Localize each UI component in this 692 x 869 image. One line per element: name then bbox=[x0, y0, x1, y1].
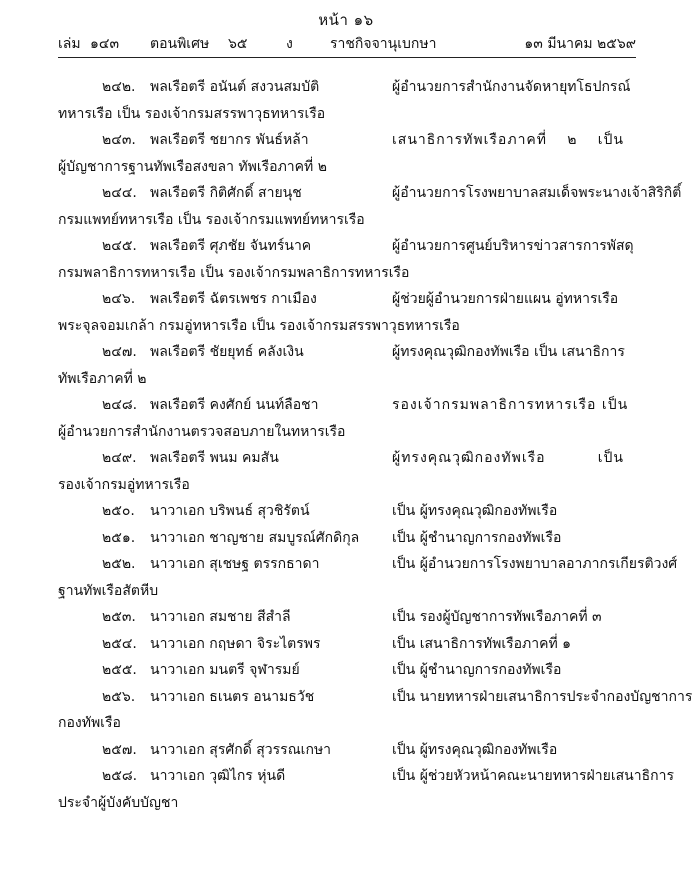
appointment-entry bbox=[0, 72, 692, 99]
officer-name: พลเรือตรี อนันต์ สงวนสมบัติ bbox=[150, 79, 320, 95]
entry-number: ๒๔๔. bbox=[102, 185, 137, 201]
appointment-entry bbox=[0, 125, 692, 152]
continuation-text: รองเจ้ากรมอู่ทหารเรือ bbox=[58, 476, 190, 493]
entry-number: ๒๕๓. bbox=[102, 609, 136, 625]
page-number: หน้า ๑๖ bbox=[318, 11, 374, 29]
position-text: รองเจ้ากรมพลาธิการทหารเรือ เป็น bbox=[392, 397, 629, 413]
entry-number: ๒๕๐. bbox=[102, 503, 135, 519]
officer-name: พลเรือตรี พนม คมสัน bbox=[150, 450, 279, 466]
appointment-entry bbox=[0, 496, 692, 523]
continuation-text: พระจุลจอมเกล้า กรมอู่ทหารเรือ เป็น รองเจ้ากรมสรรพาวุธทหารเรือ bbox=[58, 317, 460, 334]
continuation-text: ทหารเรือ เป็น รองเจ้ากรมสรรพาวุธทหารเรือ bbox=[58, 105, 326, 122]
position-text: ผู้ทรงคุณวุฒิกองทัพเรือ เป็น bbox=[392, 450, 624, 466]
continuation-text: ประจำผู้บังคับบัญชา bbox=[58, 794, 179, 811]
officer-name: นาวาเอก สุรศักดิ์ สุวรรณเกษา bbox=[150, 741, 332, 758]
officer-name: นาวาเอก ชาญชาย สมบูรณ์ศักดิกุล bbox=[150, 529, 360, 546]
appointment-entry bbox=[0, 761, 692, 788]
position-text: เป็น ผู้ทรงคุณวุฒิกองทัพเรือ bbox=[392, 503, 558, 519]
header-divider bbox=[58, 57, 636, 58]
appointment-entry bbox=[0, 682, 692, 709]
entry-number: ๒๔๒. bbox=[102, 79, 136, 95]
appointment-entry bbox=[0, 523, 692, 550]
entry-number: ๒๕๕. bbox=[102, 662, 137, 678]
position-text: ผู้ทรงคุณวุฒิกองทัพเรือ เป็น เสนาธิการ bbox=[392, 344, 625, 360]
position-text: เป็น รองผู้บัญชาการทัพเรือภาคที่ ๓ bbox=[392, 609, 602, 625]
officer-name: พลเรือตรี ฉัตรเพชร กาเมือง bbox=[150, 291, 317, 307]
officer-name: พลเรือตรี ชัยยุทธ์ คลังเงิน bbox=[150, 344, 304, 360]
entry-number: ๒๔๗. bbox=[102, 344, 137, 360]
officer-name: นาวาเอก สมชาย สีสำลี bbox=[150, 609, 291, 625]
appointment-entry bbox=[0, 629, 692, 656]
appointment-continuation bbox=[0, 708, 692, 735]
entry-number: ๒๔๙. bbox=[102, 450, 137, 466]
appointment-entry bbox=[0, 443, 692, 470]
section-sub: ง bbox=[286, 36, 293, 52]
position-text: ผู้ช่วยผู้อำนวยการฝ่ายแผน อู่ทหารเรือ bbox=[392, 291, 619, 307]
entry-number: ๒๕๔. bbox=[102, 635, 137, 652]
gazette-header bbox=[58, 33, 636, 55]
officer-name: นาวาเอก สุเชษฐ ตรรกธาดา bbox=[150, 556, 320, 572]
appointment-entry bbox=[0, 337, 692, 364]
appointment-list bbox=[0, 72, 692, 814]
officer-name: พลเรือตรี กิติศักดิ์ สายนุช bbox=[150, 185, 302, 201]
position-text: เป็น ผู้อำนวยการโรงพยาบาลอาภากรเกียรติวงศ์ bbox=[392, 556, 678, 572]
appointment-continuation bbox=[0, 152, 692, 179]
appointment-continuation bbox=[0, 576, 692, 603]
section-number: ๖๕ bbox=[228, 36, 248, 52]
position-text: ผู้อำนวยการโรงพยาบาลสมเด็จพระนางเจ้าสิริกิติ์ bbox=[392, 185, 682, 201]
position-text: ผู้อำนวยการสำนักงานจัดหายุทโธปกรณ์ bbox=[392, 79, 631, 95]
entry-number: ๒๕๗. bbox=[102, 741, 137, 758]
appointment-entry bbox=[0, 655, 692, 682]
appointment-entry bbox=[0, 231, 692, 258]
officer-name: พลเรือตรี ชยากร พันธ์หล้า bbox=[150, 132, 309, 148]
position-text: เป็น ผู้ทรงคุณวุฒิกองทัพเรือ bbox=[392, 741, 558, 758]
entry-number: ๒๔๕. bbox=[102, 238, 137, 254]
officer-name: พลเรือตรี ศุภชัย จันทร์นาค bbox=[150, 238, 312, 254]
position-text: เสนาธิการทัพเรือภาคที่ ๒ เป็น bbox=[392, 132, 624, 148]
appointment-continuation bbox=[0, 417, 692, 444]
appointment-continuation bbox=[0, 205, 692, 232]
appointment-continuation bbox=[0, 470, 692, 497]
officer-name: นาวาเอก กฤษดา จิระไตรพร bbox=[150, 635, 321, 652]
continuation-text: ผู้บัญชาการฐานทัพเรือสงขลา ทัพเรือภาคที่ ๒ bbox=[58, 158, 327, 175]
position-text: เป็น นายทหารฝ่ายเสนาธิการประจำกองบัญชาการ bbox=[392, 688, 692, 705]
gazette-title: ราชกิจจานุเบกษา bbox=[330, 36, 437, 52]
appointment-entry bbox=[0, 390, 692, 417]
officer-name: นาวาเอก มนตรี จุฬารมย์ bbox=[150, 662, 300, 678]
continuation-text: ฐานทัพเรือสัตหีบ bbox=[58, 582, 159, 599]
entry-number: ๒๔๖. bbox=[102, 291, 136, 307]
volume-label: เล่ม bbox=[58, 36, 81, 52]
continuation-text: กองทัพเรือ bbox=[58, 715, 121, 731]
entry-number: ๒๕๘. bbox=[102, 768, 138, 784]
appointment-entry bbox=[0, 735, 692, 762]
continuation-text: กรมแพทย์ทหารเรือ เป็น รองเจ้ากรมแพทย์ทหารเรือ bbox=[58, 211, 365, 228]
position-text: เป็น ผู้ชำนาญการกองทัพเรือ bbox=[392, 662, 562, 678]
appointment-continuation bbox=[0, 258, 692, 285]
gazette-date: ๑๓ มีนาคม ๒๕๖๙ bbox=[524, 36, 636, 52]
position-text: เป็น ผู้ช่วยหัวหน้าคณะนายทหารฝ่ายเสนาธิการ bbox=[392, 768, 674, 784]
appointment-entry bbox=[0, 284, 692, 311]
appointment-continuation bbox=[0, 311, 692, 338]
appointment-continuation bbox=[0, 99, 692, 126]
appointment-entry bbox=[0, 602, 692, 629]
entry-number: ๒๔๘. bbox=[102, 397, 138, 413]
entry-number: ๒๕๖. bbox=[102, 688, 136, 705]
continuation-text: กรมพลาธิการทหารเรือ เป็น รองเจ้ากรมพลาธิการทหารเรือ bbox=[58, 264, 410, 281]
officer-name: นาวาเอก วุฒิไกร หุ่นดี bbox=[150, 768, 286, 784]
entry-number: ๒๕๒. bbox=[102, 556, 136, 572]
position-text: เป็น เสนาธิการทัพเรือภาคที่ ๑ bbox=[392, 635, 572, 652]
continuation-text: ทัพเรือภาคที่ ๒ bbox=[58, 370, 147, 387]
appointment-entry bbox=[0, 549, 692, 576]
continuation-text: ผู้อำนวยการสำนักงานตรวจสอบภายในทหารเรือ bbox=[58, 423, 346, 440]
volume-number: ๑๔๓ bbox=[90, 36, 120, 52]
officer-name: นาวาเอก ธเนตร อนามธวัช bbox=[150, 688, 315, 705]
section-label: ตอนพิเศษ bbox=[150, 36, 210, 52]
position-text: ผู้อำนวยการศูนย์บริหารข่าวสารการพัสดุ bbox=[392, 238, 634, 254]
appointment-entry bbox=[0, 178, 692, 205]
officer-name: พลเรือตรี คงศักย์ นนท์ลือชา bbox=[150, 397, 319, 413]
entry-number: ๒๕๑. bbox=[102, 529, 136, 546]
entry-number: ๒๔๓. bbox=[102, 132, 136, 148]
appointment-continuation bbox=[0, 788, 692, 815]
officer-name: นาวาเอก บริพนธ์ สุวชิรัตน์ bbox=[150, 503, 310, 519]
position-text: เป็น ผู้ชำนาญการกองทัพเรือ bbox=[392, 529, 562, 546]
appointment-continuation bbox=[0, 364, 692, 391]
